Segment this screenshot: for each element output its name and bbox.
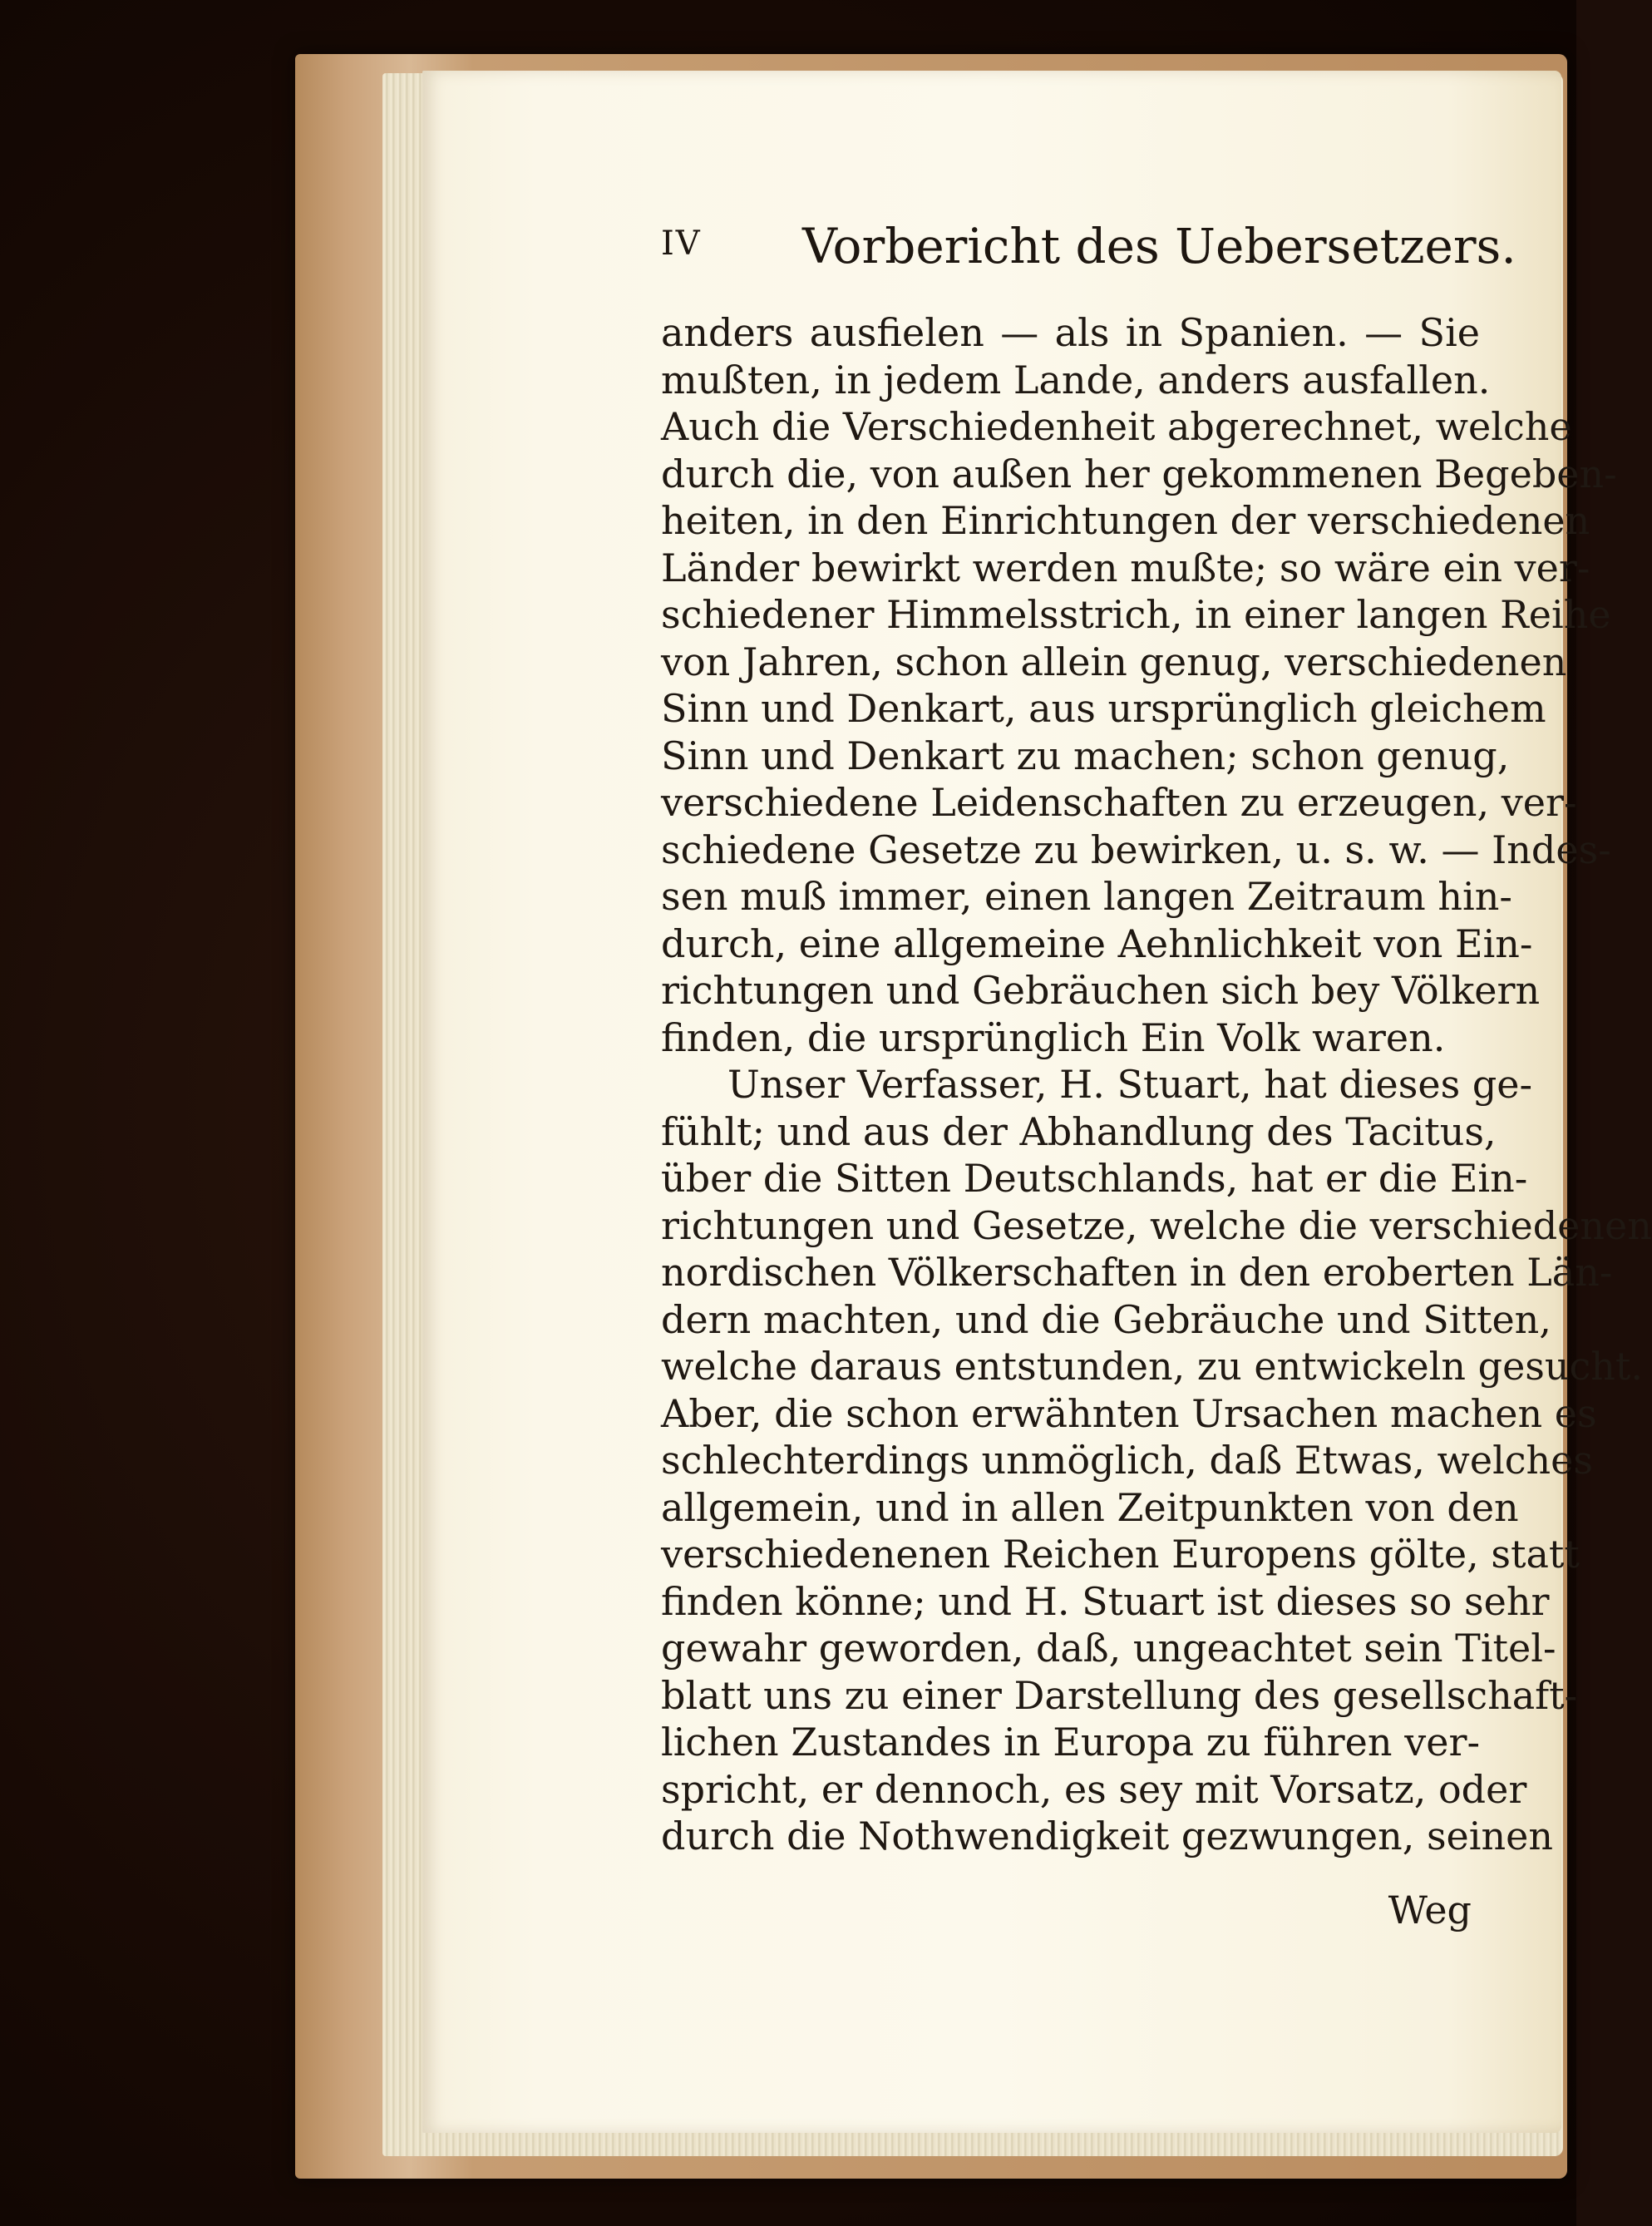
text-line: durch die, von außen her gekommenen Begeben- <box>661 451 1617 496</box>
text-line: über die Sitten Deutschlands, hat er die Ein- <box>661 1156 1528 1201</box>
text-line: Aber, die schon erwähnten Ursachen machen es <box>661 1390 1597 1436</box>
catchword: Weg <box>1388 1888 1472 1932</box>
text-line: gewahr geworden, daß, ungeachtet sein Titel- <box>661 1626 1556 1671</box>
text-line: sen muß immer, einen langen Zeitraum hin- <box>661 874 1512 919</box>
text-line: finden könne; und H. Stuart ist dieses so sehr <box>661 1578 1550 1624</box>
paragraph-start-line: Unser Verfasser, H. Stuart, hat dieses ge- <box>727 1062 1533 1107</box>
text-line: mußten, in jedem Lande, anders ausfallen. <box>661 357 1491 402</box>
text-line: richtungen und Gesetze, welche die verschiedenen <box>661 1202 1652 1248</box>
page-number: IV <box>661 225 702 263</box>
text-line: von Jahren, schon allein genug, verschiedenen <box>661 639 1567 684</box>
text-line: fühlt; und aus der Abhandlung des Tacitus, <box>661 1108 1497 1154</box>
running-head: Vorbericht des Uebersetzers. <box>802 218 1516 274</box>
text-line: anders ausfielen — als in Spanien. — Sie <box>661 310 1480 355</box>
text-line: welche daraus entstunden, zu entwickeln gesucht. <box>661 1344 1644 1389</box>
text-line: dern machten, und die Gebräuche und Sitten, <box>661 1296 1551 1342</box>
text-line: nordischen Völkerschaften in den eroberten Län- <box>661 1250 1613 1295</box>
text-line: Länder bewirkt werden mußte; so wäre ein ver- <box>661 545 1590 590</box>
text-line: Sinn und Denkart, aus ursprünglich gleichem <box>661 686 1546 731</box>
text-line: verschiedene Leidenschaften zu erzeugen, ver- <box>661 780 1577 825</box>
text-line: heiten, in den Einrichtungen der verschiedenen <box>661 498 1590 543</box>
body-text <box>661 309 1652 1860</box>
text-line: schlechterdings unmöglich, daß Etwas, welches <box>661 1438 1594 1483</box>
text-line: verschiedenenen Reichen Europens gölte, statt <box>661 1532 1580 1577</box>
text-line: richtungen und Gebräuchen sich bey Völkern <box>661 968 1541 1013</box>
text-line: lichen Zustandes in Europa zu führen ver- <box>661 1720 1480 1765</box>
text-line: durch, eine allgemeine Aehnlichkeit von Ein- <box>661 921 1533 966</box>
text-line: schiedene Gesetze zu bewirken, u. s. w. — Indes- <box>661 827 1611 872</box>
text-line: spricht, er dennoch, es sey mit Vorsatz, oder <box>661 1766 1527 1812</box>
text-line: schiedener Himmelsstrich, in einer langen Reihe <box>661 592 1611 637</box>
text-line: finden, die ursprünglich Ein Volk waren. <box>661 1014 1446 1060</box>
page-header <box>661 218 1516 284</box>
text-line: Sinn und Denkart zu machen; schon genug, <box>661 733 1510 778</box>
text-line: Auch die Verschiedenheit abgerechnet, welche <box>661 404 1572 449</box>
text-line: durch die Nothwendigkeit gezwungen, seinen <box>661 1814 1553 1858</box>
text-line: blatt uns zu einer Darstellung des gesellschaft- <box>661 1672 1578 1718</box>
text-line: allgemein, und in allen Zeitpunkten von den <box>661 1484 1519 1530</box>
